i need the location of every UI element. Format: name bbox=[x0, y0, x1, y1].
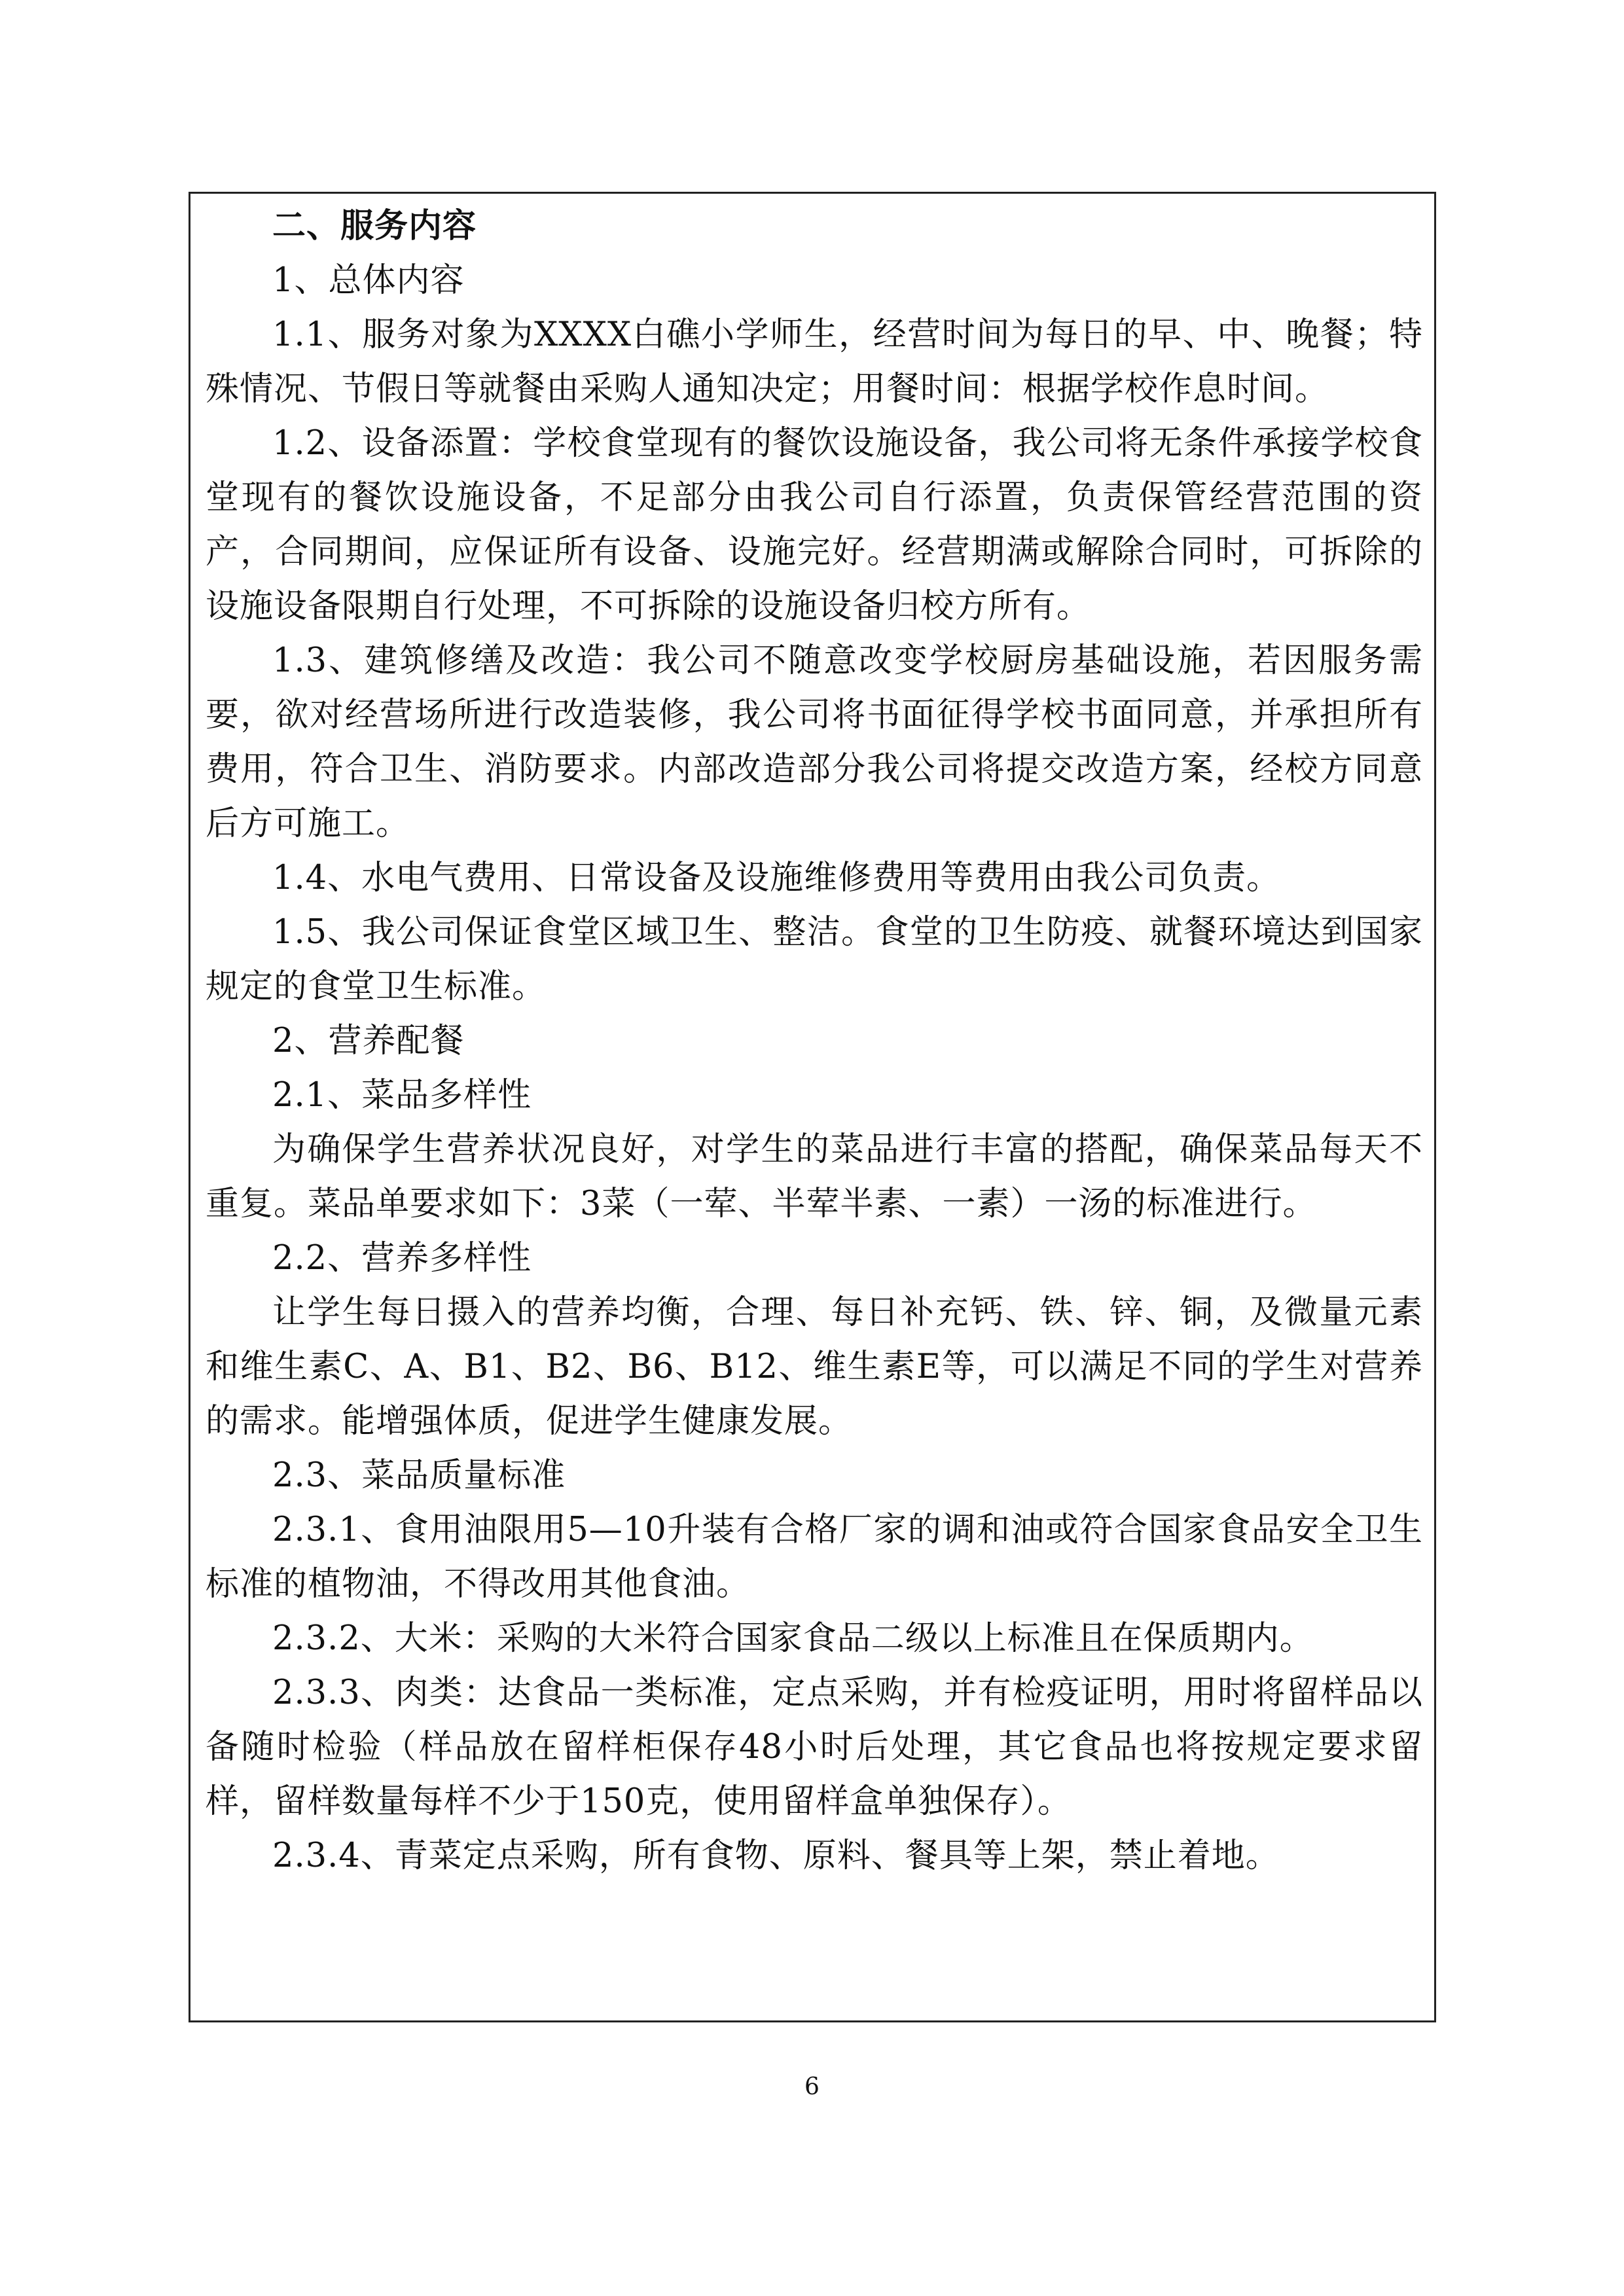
paragraph: 1.1、服务对象为XXXX白礁小学师生，经营时间为每日的早、中、晚餐；特殊情况、节假日等就餐由采购人通知决定；用餐时间：根据学校作息时间。 bbox=[206, 315, 1423, 408]
subsection-heading: 2.2、营养多样性 bbox=[272, 1239, 532, 1278]
paragraph: 1.4、水电气费用、日常设备及设施维修费用等费用由我公司负责。 bbox=[272, 859, 1281, 897]
paragraph: 为确保学生营养状况良好，对学生的菜品进行丰富的搭配，确保菜品每天不重复。菜品单要求如下：3菜（一荤、半荤半素、一素）一汤的标准进行。 bbox=[206, 1130, 1423, 1223]
paragraph: 1.5、我公司保证食堂区域卫生、整洁。食堂的卫生防疫、就餐环境达到国家规定的食堂卫生标准。 bbox=[206, 913, 1423, 1006]
paragraph: 1.3、建筑修缮及改造：我公司不随意改变学校厨房基础设施，若因服务需要，欲对经营场所进行改造装修，我公司将书面征得学校书面同意，并承担所有费用，符合卫生、消防要求。内部改造部分我公司将提交改造方案，经校方同意后方可施工。 bbox=[206, 641, 1423, 843]
paragraph: 2.3.2、大米：采购的大米符合国家食品二级以上标准且在保质期内。 bbox=[272, 1619, 1314, 1658]
paragraph: 2.3.3、肉类：达食品一类标准，定点采购，并有检疫证明，用时将留样品以备随时检验（样品放在留样柜保存48小时后处理，其它食品也将按规定要求留样，留样数量每样不少于150克，使用留样盒单独保存）。 bbox=[206, 1674, 1423, 1821]
subsection-heading: 1、总体内容 bbox=[272, 261, 465, 300]
paragraph: 2.3.1、食用油限用5—10升装有合格厂家的调和油或符合国家食品安全卫生标准的植物油，不得改用其他食油。 bbox=[206, 1511, 1423, 1604]
paragraph: 2.3.4、青菜定点采购，所有食物、原料、餐具等上架，禁止着地。 bbox=[272, 1837, 1280, 1875]
subsection-heading: 2、营养配餐 bbox=[272, 1022, 465, 1060]
subsection-heading: 2.3、菜品质量标准 bbox=[272, 1456, 566, 1495]
section-heading: 二、服务内容 bbox=[272, 206, 477, 245]
paragraph: 让学生每日摄入的营养均衡，合理、每日补充钙、铁、锌、铜，及微量元素和维生素C、A、B1、B2、B6、B12、维生素E等，可以满足不同的学生对营养的需求。能增强体质，促进学生健康发展。 bbox=[206, 1293, 1423, 1441]
paragraph: 1.2、设备添置：学校食堂现有的餐饮设施设备，我公司将无条件承接学校食堂现有的餐饮设施设备，不足部分由我公司自行添置，负责保管经营范围的资产，合同期间，应保证所有设备、设施完好。经营期满或解除合同时，可拆除的设施设备限期自行处理，不可拆除的设施设备归校方所有。 bbox=[206, 424, 1423, 626]
subsection-heading: 2.1、菜品多样性 bbox=[272, 1076, 532, 1115]
page-number: 6 bbox=[804, 2073, 820, 2100]
document-body bbox=[206, 199, 1423, 1883]
